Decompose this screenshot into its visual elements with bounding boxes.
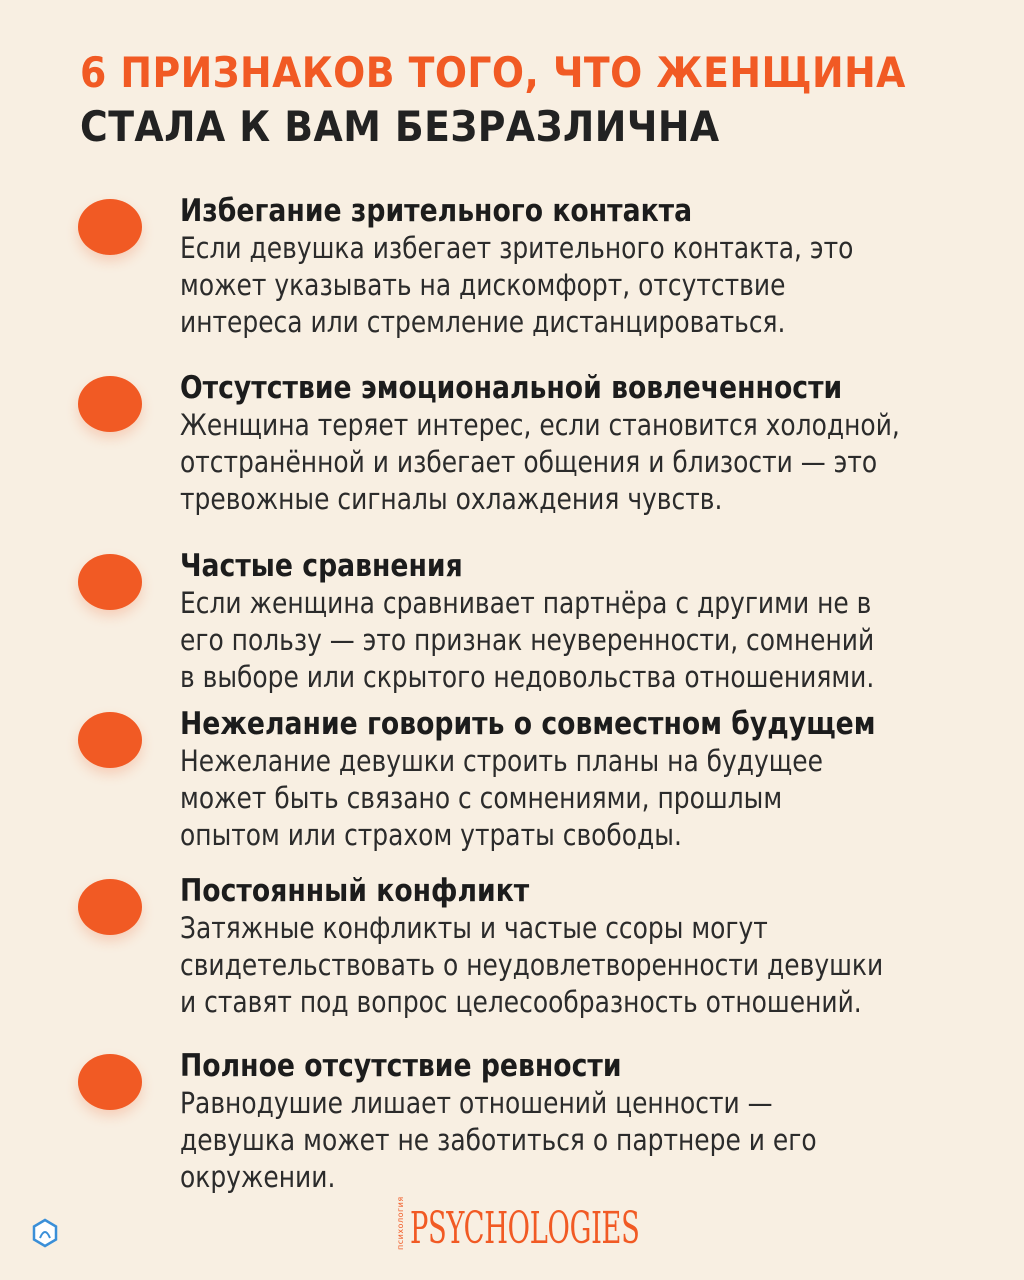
list-item-line: Женщина теряет интерес, если становится холодной, — [180, 408, 900, 442]
bullet-dot — [78, 879, 142, 935]
list-item-title: Полное отсутствие ревности — [180, 1048, 622, 1084]
brand-subtitle: психология — [396, 1196, 405, 1250]
page-title-line-2: СТАЛА К ВАМ БЕЗРАЗЛИЧНА — [80, 102, 720, 151]
bullet-dot — [78, 199, 142, 255]
list-item-line: окружении. — [180, 1160, 336, 1194]
list-item-title: Нежелание говорить о совместном будущем — [180, 706, 876, 742]
list-item-text — [180, 872, 954, 1021]
list-item-line: Затяжные конфликты и частые ссоры могут — [180, 911, 768, 945]
list-item-line: интереса или стремление дистанцироваться. — [180, 305, 786, 339]
list-item-title: Частые сравнения — [180, 548, 463, 584]
bullet-dot — [78, 554, 142, 610]
list-item-text — [180, 705, 954, 854]
list-item-line: Нежелание девушки строить планы на будущее — [180, 744, 823, 778]
list-item-line: тревожные сигналы охлаждения чувств. — [180, 482, 723, 516]
list-item-title: Избегание зрительного контакта — [180, 193, 693, 229]
list-item-line: опытом или страхом утраты свободы. — [180, 818, 682, 852]
page-title-line-1: 6 ПРИЗНАКОВ ТОГО, ЧТО ЖЕНЩИНА — [80, 48, 906, 97]
bullet-dot — [78, 712, 142, 768]
list-item-line: его пользу — это признак неуверенности, сомнений — [180, 623, 875, 657]
list-item-line: свидетельствовать о неудовлетворенности девушки — [180, 948, 884, 982]
list-item-title: Отсутствие эмоциональной вовлеченности — [180, 370, 843, 406]
bullet-dot — [78, 376, 142, 432]
list-item-line: девушка может не заботиться о партнере и его — [180, 1123, 817, 1157]
page-title — [80, 46, 906, 154]
list-item-text — [180, 192, 954, 341]
list-item-line: отстранённой и избегает общения и близости — это — [180, 445, 878, 479]
brand-logo — [396, 1196, 640, 1254]
hexagon-logo-icon — [30, 1218, 60, 1248]
list-item-line: Если женщина сравнивает партнёра с другими не в — [180, 586, 872, 620]
list-item-line: может быть связано с сомнениями, прошлым — [180, 781, 783, 815]
bullet-dot — [78, 1054, 142, 1110]
list-item-line: может указывать на дискомфорт, отсутствие — [180, 268, 786, 302]
list-item-text — [180, 547, 954, 696]
list-item-text — [180, 369, 954, 518]
list-item-line: Равнодушие лишает отношений ценности — — [180, 1086, 773, 1120]
list-item-line: в выборе или скрытого недовольства отношениями. — [180, 660, 875, 694]
list-item-title: Постоянный конфликт — [180, 873, 530, 909]
list-item-text — [180, 1047, 954, 1196]
list-item-line: и ставят под вопрос целесообразность отношений. — [180, 985, 862, 1019]
list-item-line: Если девушка избегает зрительного контакта, это — [180, 231, 854, 265]
brand-name: PSYCHOLOGIES — [410, 1203, 640, 1254]
